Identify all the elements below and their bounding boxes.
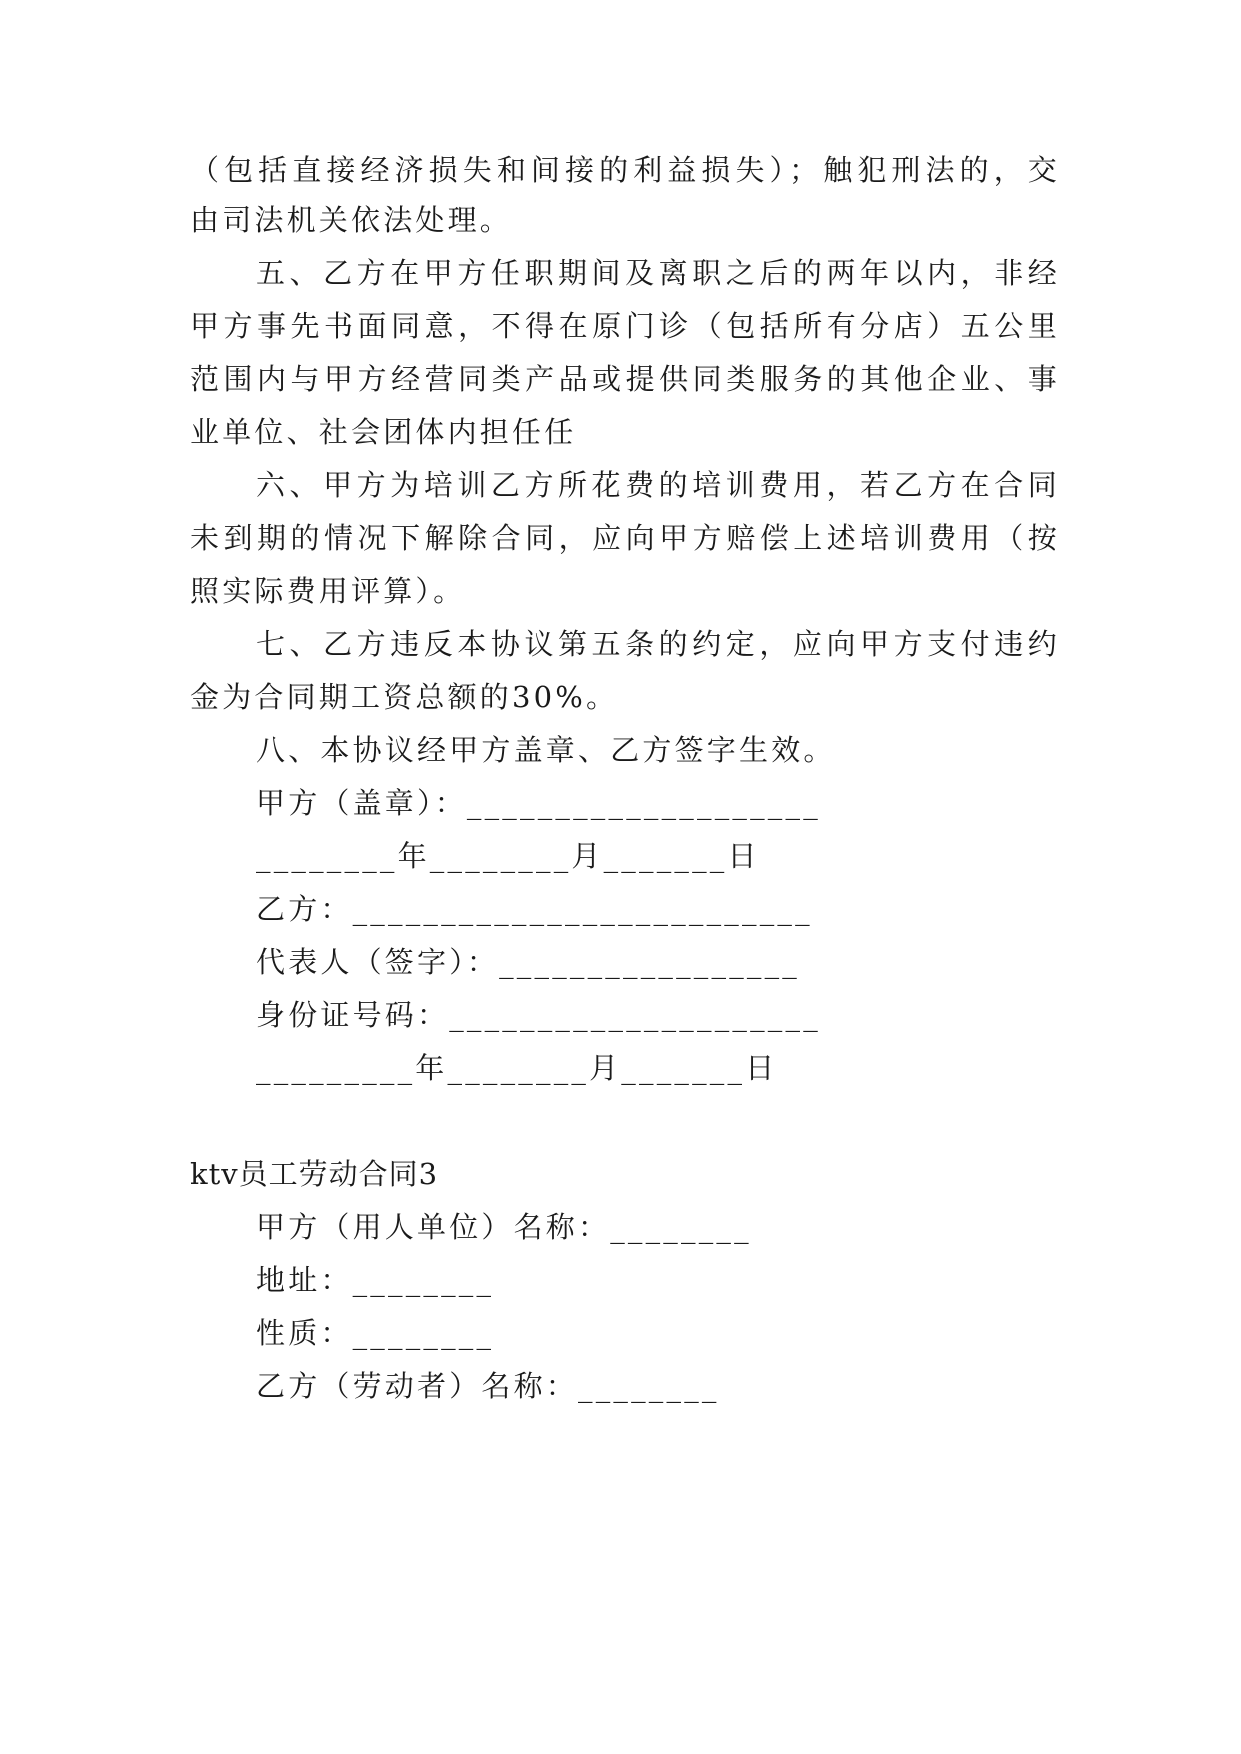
employee-name-field: 乙方（劳动者）名称：________ <box>256 1369 720 1403</box>
date-field: ________年________月_______日 <box>256 839 760 873</box>
paragraph-line: 由司法机关依法处理。 <box>190 203 513 237</box>
paragraph-line: （包括直接经济损失和间接的利益损失）；触犯刑法的，交 <box>190 153 1060 187</box>
paragraph-line: 五、乙方在甲方任职期间及离职之后的两年以内，非经 <box>256 256 1060 290</box>
representative-field: 代表人（签字）：_________________ <box>256 945 801 979</box>
signature-field-party-b: 乙方：__________________________ <box>256 892 813 926</box>
paragraph-line: 范围内与甲方经营同类产品或提供同类服务的其他企业、事 <box>190 362 1060 396</box>
paragraph-line: 七、乙方违反本协议第五条的约定，应向甲方支付违约 <box>256 627 1060 661</box>
date-field: _________年________月_______日 <box>256 1051 778 1085</box>
id-number-field: 身份证号码：_____________________ <box>256 998 821 1032</box>
signature-field-party-a: 甲方（盖章）：____________________ <box>256 786 821 820</box>
paragraph-line: 金为合同期工资总额的30%。 <box>190 680 619 714</box>
address-field: 地址：________ <box>256 1263 495 1297</box>
paragraph-line: 甲方事先书面同意，不得在原门诊（包括所有分店）五公里 <box>190 309 1060 343</box>
paragraph-line: 八、本协议经甲方盖章、乙方签字生效。 <box>256 733 836 767</box>
paragraph-line: 未到期的情况下解除合同，应向甲方赔偿上述培训费用（按 <box>190 521 1060 555</box>
paragraph-line: 六、甲方为培训乙方所花费的培训费用，若乙方在合同 <box>256 468 1060 502</box>
nature-field: 性质：________ <box>256 1316 495 1350</box>
paragraph-line: 业单位、社会团体内担任任 <box>190 415 577 449</box>
paragraph-line: 照实际费用评算）。 <box>190 574 466 608</box>
section-title: ktv员工劳动合同3 <box>190 1157 439 1191</box>
employer-name-field: 甲方（用人单位）名称：________ <box>256 1210 752 1244</box>
